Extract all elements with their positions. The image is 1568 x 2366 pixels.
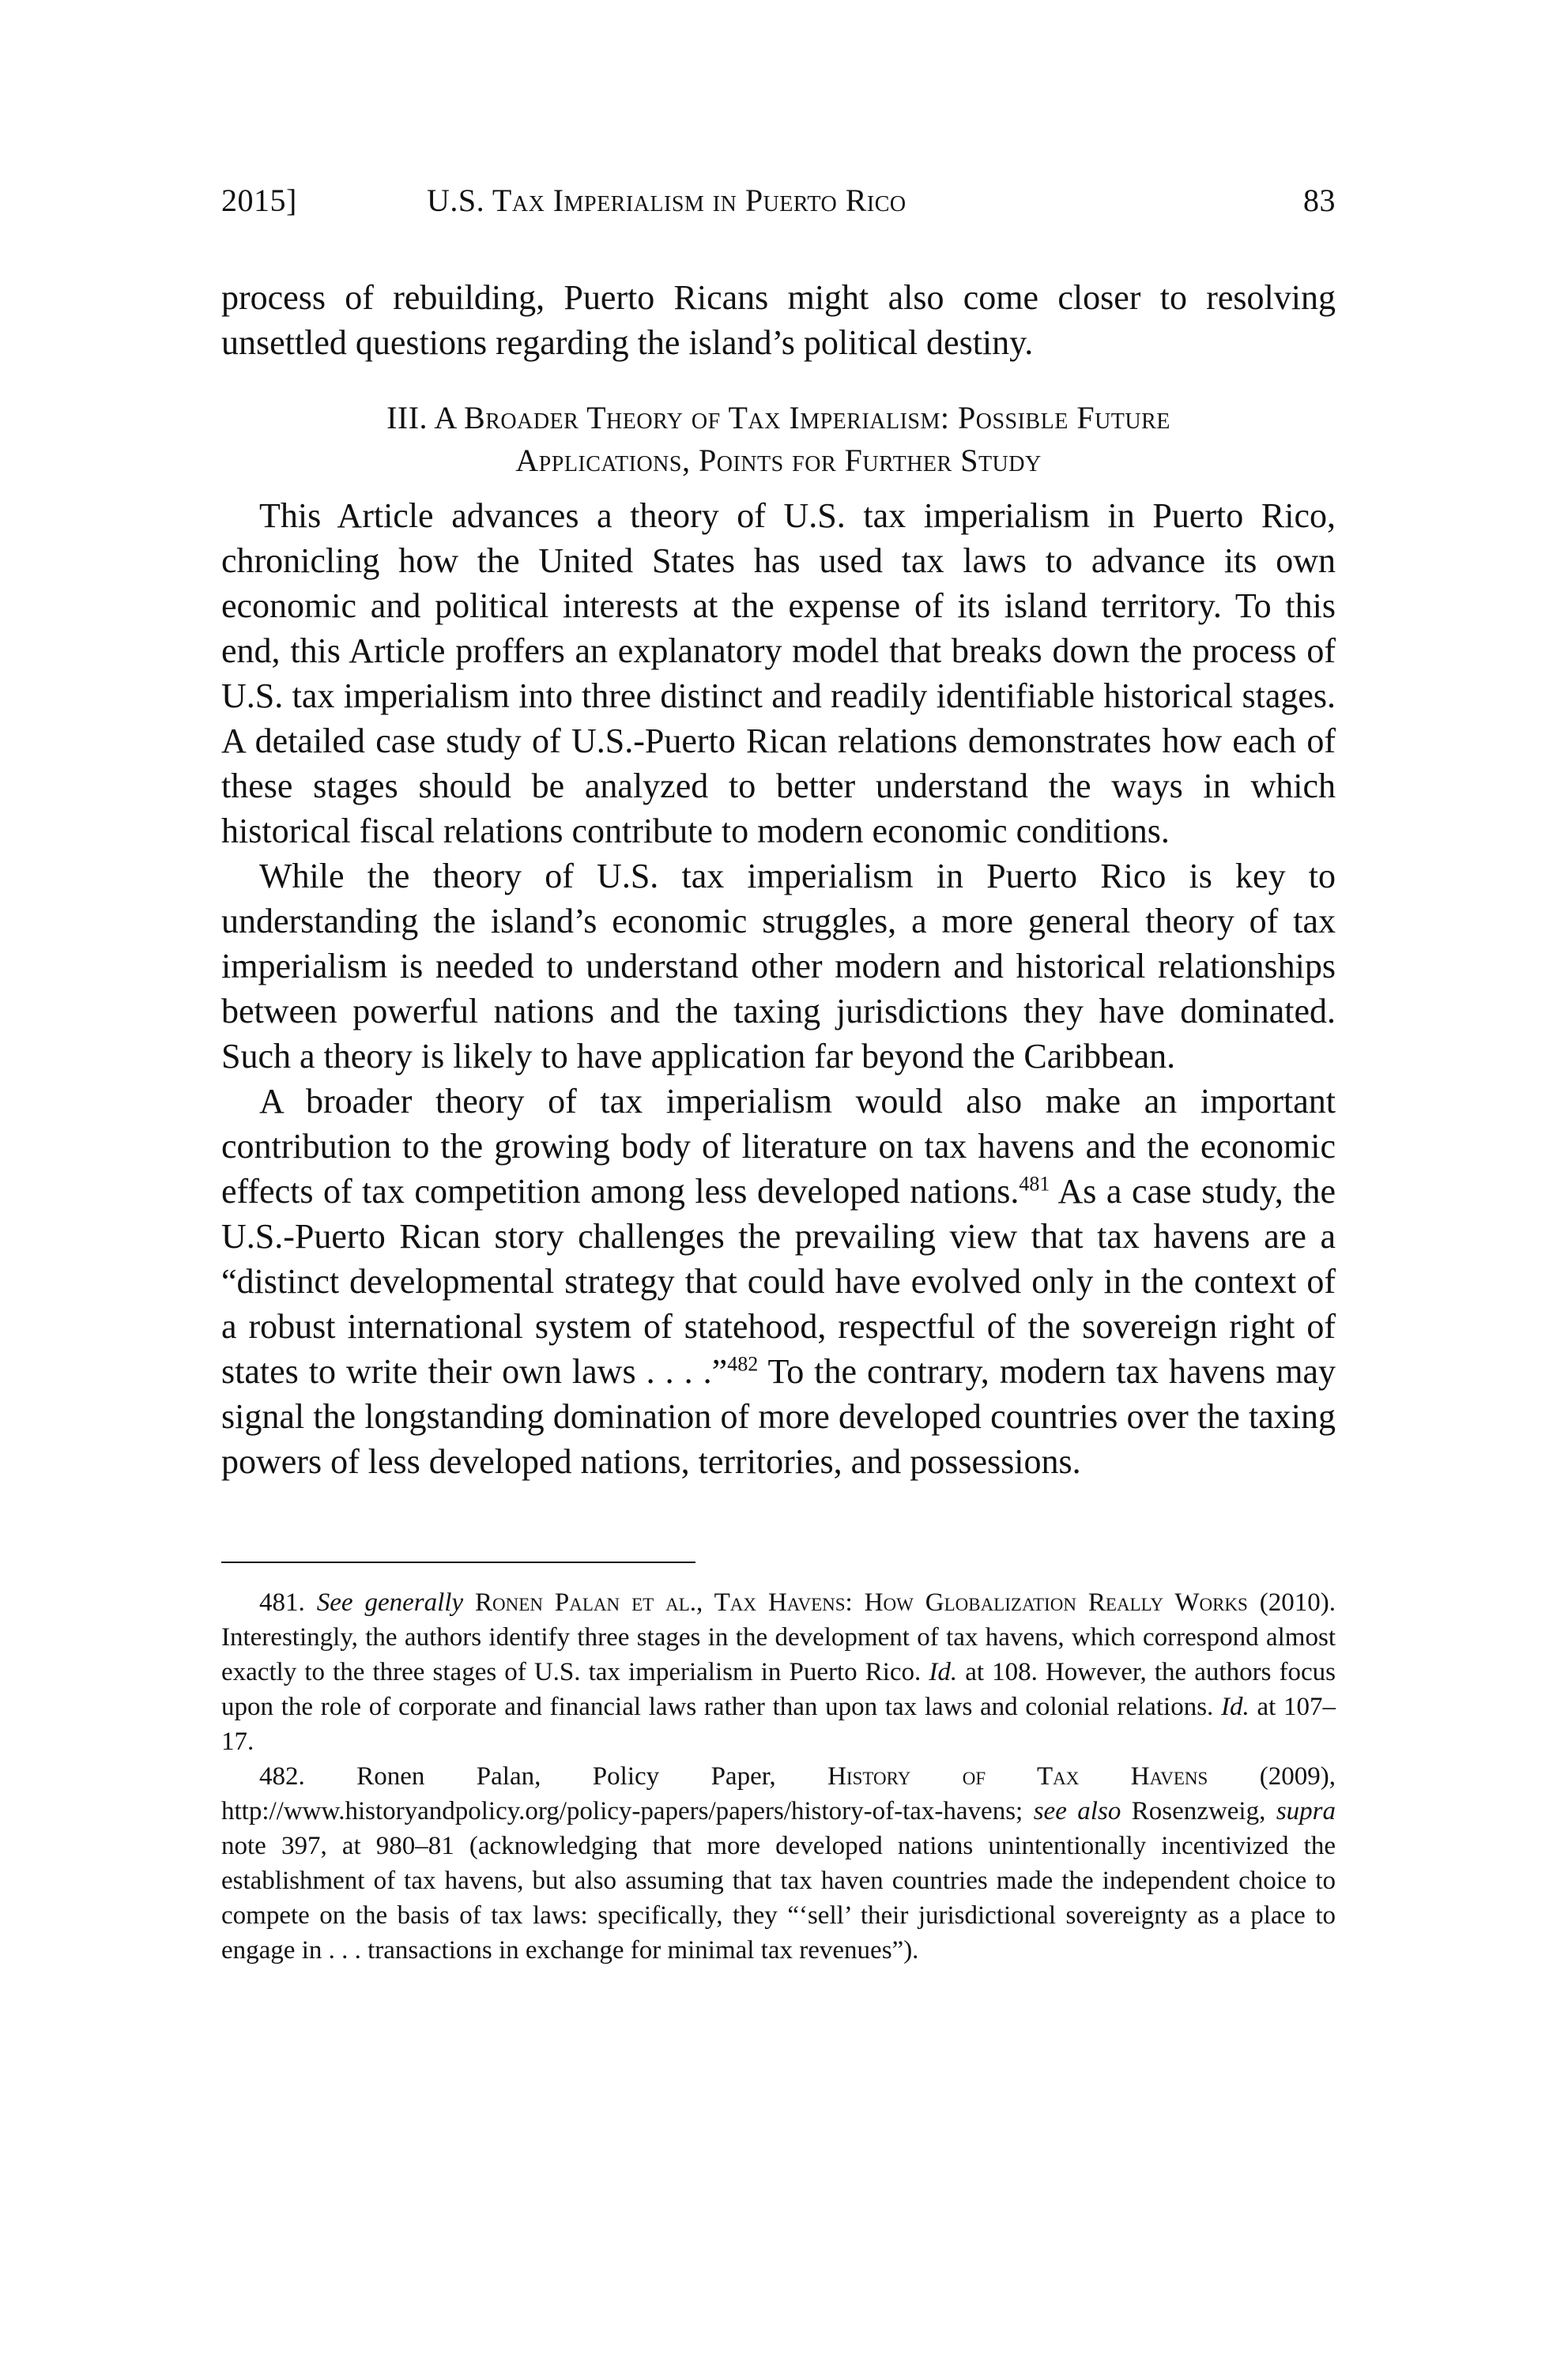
footnote-481 <box>221 1585 1336 1759</box>
footnote-481-authors: Ronen Palan et al., Tax Havens: How Globalization Really Works <box>463 1588 1248 1617</box>
header-title: U.S. Tax Imperialism in Puerto Rico <box>427 183 906 218</box>
header-year: 2015] <box>221 183 297 218</box>
footnote-482-author: Ronen Palan, Policy Paper, <box>356 1762 828 1791</box>
footnote-482-signal: see also <box>1033 1797 1121 1825</box>
paragraph-3-text-c: To the contrary, modern tax havens may signal the longstanding domination of more developed countries over the taxing powers of less developed nations, territories, and possessions. <box>221 1352 1336 1481</box>
footnote-482-title: History of Tax Havens <box>827 1762 1208 1791</box>
section-heading-line-2: Applications, Points for Further Study <box>515 443 1042 478</box>
paragraph-continued: process of rebuilding, Puerto Ricans might also come closer to resolving unsettled questions regarding the island’s political destiny. <box>221 278 1336 362</box>
running-header <box>221 182 1336 229</box>
footnote-481-text: (2010). Interestingly, the authors identify three stages in the development of tax havens, which correspond almost exactly to the three stages of U.S. tax imperialism in Puerto Rico. <box>221 1588 1336 1686</box>
footnote-ref-481[interactable]: 481 <box>1019 1172 1050 1196</box>
body-text <box>221 275 1336 1484</box>
footnote-482-text-2: Rosenzweig, <box>1121 1797 1276 1825</box>
footnote-481-id-1: Id. <box>929 1658 958 1686</box>
footnote-ref-482[interactable]: 482 <box>727 1352 759 1376</box>
footnote-481-text-3: at 107–17. <box>221 1693 1336 1756</box>
page-number: 83 <box>1303 183 1336 218</box>
footnotes <box>221 1585 1336 1968</box>
footnote-divider <box>221 1562 695 1563</box>
footnote-481-id-2: Id. <box>1221 1693 1250 1721</box>
document-page <box>221 182 1336 1968</box>
paragraph-1: This Article advances a theory of U.S. tax imperialism in Puerto Rico, chronicling how the United States has used tax laws to advance its own economic and political interests at the expense of its island territory. To this end, this Article proffers an explanatory model that breaks down the process of U.S. tax imperialism into three distinct and readily identifiable historical stages. A detailed case study of U.S.-Puerto Rican relations demonstrates how each of these stages should be analyzed to better understand the ways in which historical fiscal relations contribute to modern economic conditions. <box>221 496 1336 850</box>
footnote-481-signal: See generally <box>316 1588 464 1617</box>
footnote-482-text-3: note 397, at 980–81 (acknowledging that more developed nations unintentionally incentivized the establishment of tax havens, but also assuming that tax haven countries made the independent choice to compete on the basis of tax laws: specifically, they “‘sell’ their jurisdictional sovereignty as a place to engage in . . . transactions in exchange for minimal tax revenues”). <box>221 1832 1336 1965</box>
footnote-482 <box>221 1759 1336 1968</box>
paragraph-3 <box>221 1079 1336 1484</box>
paragraph-3-text-a: A broader theory of tax imperialism would also make an important contribution to the growing body of literature on tax havens and the economic effects of tax competition among less developed nations. <box>221 1082 1336 1211</box>
section-heading-line-1: III. A Broader Theory of Tax Imperialism: Possible Future <box>386 400 1170 435</box>
section-heading <box>221 397 1336 482</box>
paragraph-3-text-b: As a case study, the U.S.-Puerto Rican story challenges the prevailing view that tax havens are a “distinct developmental strategy that could have evolved only in the context of a robust international system of statehood, respectful of the sovereign right of states to write their own laws . . . .” <box>221 1172 1336 1391</box>
footnote-482-text: (2009), http://www.historyandpolicy.org/policy-papers/papers/history-of-tax-havens; <box>221 1762 1336 1825</box>
footnote-482-supra: supra <box>1276 1797 1336 1825</box>
footnote-482-number: 482. <box>259 1762 357 1791</box>
footnote-481-number: 481. <box>259 1588 317 1617</box>
paragraph-2: While the theory of U.S. tax imperialism in Puerto Rico is key to understanding the island’s economic struggles, a more general theory of tax imperialism is needed to understand other modern and historical relationships between powerful nations and the taxing jurisdictions they have dominated. Such a theory is likely to have application far beyond the Caribbean. <box>221 857 1336 1076</box>
footnote-481-text-2: at 108. However, the authors focus upon the role of corporate and financial laws rather than upon tax laws and colonial relations. <box>221 1658 1336 1721</box>
